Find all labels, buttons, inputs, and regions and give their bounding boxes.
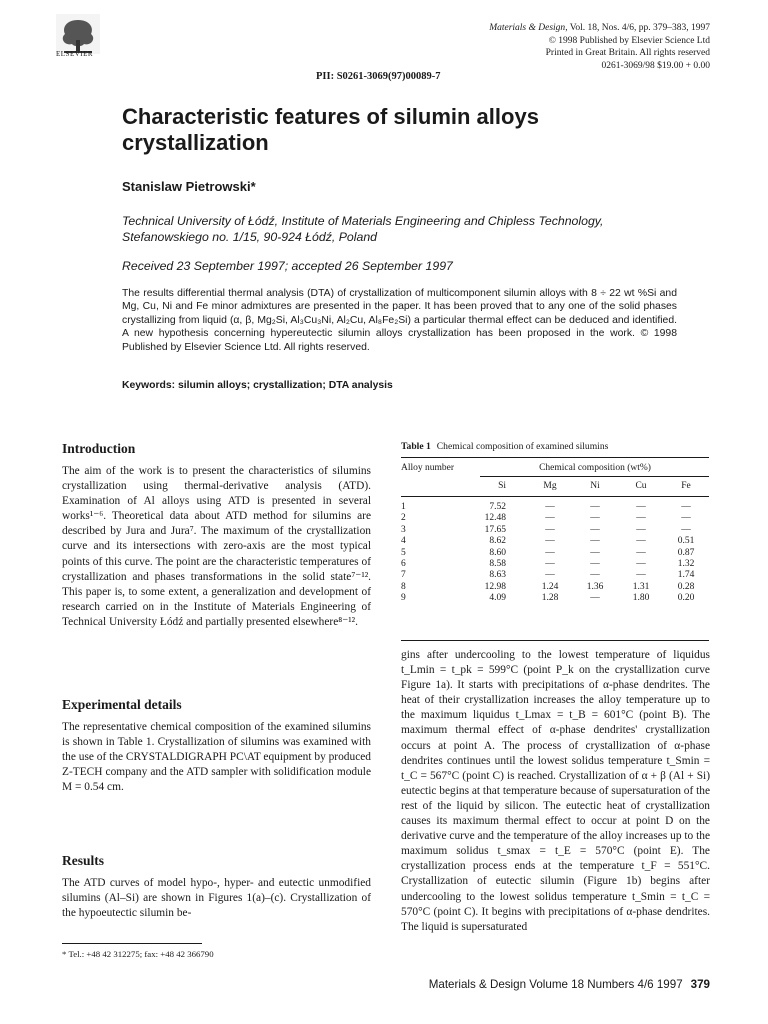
publisher-name: ELSEVIER xyxy=(56,50,94,58)
table-cell: 8.62 xyxy=(489,536,506,547)
table-cell: — xyxy=(636,559,646,569)
journal-volume-pages: , Vol. 18, Nos. 4/6, pp. 379–383, 1997 xyxy=(565,23,710,33)
table-cell: 1.31 xyxy=(632,581,650,592)
table-row-number: 3 xyxy=(401,524,406,535)
table-cell: 8.58 xyxy=(489,559,506,569)
table-top-rule xyxy=(401,457,709,458)
table-cell: 0.20 xyxy=(677,593,695,604)
table-cell: 8.63 xyxy=(489,570,506,581)
table-cell: 12.98 xyxy=(484,581,506,592)
experimental-text: The representative chemical composition of the examined silumins is shown in Table 1. Crystallization of silumins was examined with the use of the CRYSTALDIGRAPH PC\AT equipment by produced Z-TECH company and the ATD sampler with solidification module M = 0.54 cm. xyxy=(62,721,371,794)
table-row-number: 8 xyxy=(401,581,406,592)
table-cell: — xyxy=(545,547,555,558)
table-header-group: Chemical composition (wt%) xyxy=(539,463,651,473)
affiliation: Technical University of Łódź, Institute of Materials Engineering and Chipless Technology, Stefanowskiego no. 1/15, 90-924 Łódź, Poland xyxy=(122,214,604,244)
table-cell: — xyxy=(590,570,600,581)
table-cell: — xyxy=(545,524,555,535)
table-cell: — xyxy=(545,570,555,581)
table-row-number: 7 xyxy=(401,570,406,581)
table-label: Table 1 xyxy=(401,441,431,452)
table-bottom-rule xyxy=(401,640,709,641)
table-cell: 17.65 xyxy=(484,524,506,535)
table-cell: — xyxy=(681,502,691,512)
table-cell: 1.74 xyxy=(677,570,695,581)
footnote-divider xyxy=(62,943,202,944)
table-row-number: 2 xyxy=(401,513,406,524)
table-cell: 1.32 xyxy=(677,559,695,569)
page-footer xyxy=(429,978,710,991)
table-cell: 8.60 xyxy=(489,547,506,558)
table-cell: 7.52 xyxy=(489,502,506,512)
results-text: The ATD curves of model hypo-, hyper- and eutectic unmodified silumins (Al–Si) are shown in Figures 1(a)–(c). Crystallization of the hypoeutectic silumin be- xyxy=(62,877,371,920)
table-cell: — xyxy=(590,513,600,524)
received-dates: Received 23 September 1997; accepted 26 September 1997 xyxy=(122,259,453,273)
table-cell: — xyxy=(636,536,646,547)
experimental-heading: Experimental details xyxy=(62,697,182,712)
results-text-continued: gins after undercooling to the lowest temperature of liquidus t_Lmin = t_pk = 599°C (point P_k on the crystallization curve Figure 1a). It starts with precipitations of α-phase dendrites. The heat of their crystallization increases the alloy temperature up to the maximum liquidus t_Lmax = t_B = 601°C (point B). The maximum thermal effect of α-phase dendrites' crystallization occurs at point A. The process of crystallization of α-phase dendrites continues until the lowest solidus temperature t_Smin = t_C = 567°C (point C) is reached. Crystallization of α + β (Al + Si) eutectic begins at that temperature because of supersaturation of the rest of the liquid by silicon. The eutectic heat of crystallization causes its maximum thermal effect to occur at point D on the derivative curve and the temperature of the alloy increases up to the maximum solidus t_smax = t_E = 570°C (point E). The crystallization process ends at the temperature t_F = 551°C. Crystallization of eutectic silumin (Figure 1b) begins after undercooling to the lowest solidus temperature t_Smin = t_C = 570°C (point C). It begins with precipitations of α-phase dendrites. The liquid is supersaturated xyxy=(401,649,710,933)
pii-identifier: PII: S0261-3069(97)00089-7 xyxy=(316,71,441,82)
table-cell: — xyxy=(636,570,646,581)
printed-line: Printed in Great Britain. All rights reserved xyxy=(545,48,710,58)
table-cell: 12.48 xyxy=(484,513,506,524)
table-caption-text: Chemical composition of examined silumins xyxy=(436,441,609,452)
table-cell: — xyxy=(636,524,646,535)
table-header-alloy: Alloy number xyxy=(401,463,455,473)
table-cell: — xyxy=(545,502,555,512)
table-col-cu: Cu xyxy=(635,481,647,491)
table-cell: 1.28 xyxy=(541,593,559,604)
table-cell: — xyxy=(590,547,600,558)
page-number: 379 xyxy=(690,978,710,991)
author-name: Stanislaw Pietrowski* xyxy=(122,179,256,194)
table-group-rule xyxy=(480,476,709,477)
table-cell: — xyxy=(590,593,600,604)
table-row-number: 4 xyxy=(401,536,406,547)
table-caption xyxy=(401,441,608,452)
author-footnote: * Tel.: +48 42 312275; fax: +48 42 366790 xyxy=(62,949,214,959)
table-col-fe: Fe xyxy=(681,481,691,491)
table-cell: 0.28 xyxy=(677,581,695,592)
issn-line: 0261-3069/98 $19.00 + 0.00 xyxy=(601,60,710,71)
abstract: The results differential thermal analysis (DTA) of crystallization of multicomponent silumin alloys with 8 ÷ 22 wt %Si and Mg, Cu, Ni and Fe minor admixtures are presented in the paper. It has been proved that to any one of the solid phases crystallizing from liquid (α, β, Mg₂Si, Al₃Cu₃Ni, Al₂Cu, Al₈Fe₂Si) a particular thermal effect can be deduced and identified. A new hypothesis concerning hypereutectic silumin alloys crystallization has been proposed in the work. © 1998 Published by Elsevier Science Ltd. All rights reserved. xyxy=(122,288,677,353)
table-row-number: 5 xyxy=(401,547,406,558)
keywords: Keywords: silumin alloys; crystallization; DTA analysis xyxy=(122,380,393,391)
introduction-heading: Introduction xyxy=(62,441,136,456)
table-row-number: 9 xyxy=(401,593,406,604)
journal-info xyxy=(489,22,710,72)
table-row-number: 1 xyxy=(401,502,406,512)
copyright-line: © 1998 Published by Elsevier Science Ltd xyxy=(548,35,710,46)
table-cell: — xyxy=(636,502,646,512)
table-cell: — xyxy=(590,536,600,547)
table-cell: — xyxy=(590,524,600,535)
table-cell: — xyxy=(681,513,691,524)
results-heading: Results xyxy=(62,853,105,868)
journal-citation xyxy=(489,22,710,35)
paper-title: Characteristic features of silumin alloys crystallization xyxy=(122,104,539,155)
table-cell: — xyxy=(545,536,555,547)
table-cell: 1.80 xyxy=(632,593,650,604)
journal-name: Materials & Design xyxy=(489,23,566,33)
table-cell: 4.09 xyxy=(489,593,506,604)
table-cell: — xyxy=(681,524,691,535)
table-col-si: Si xyxy=(498,481,506,491)
footer-journal: Materials & Design Volume 18 Numbers 4/6 1997 xyxy=(428,978,683,991)
table-cell: — xyxy=(590,559,600,569)
table-cell: — xyxy=(636,547,646,558)
table-col-ni: Ni xyxy=(590,481,600,491)
table-col-mg: Mg xyxy=(543,481,557,491)
table-cell: 0.51 xyxy=(677,536,695,547)
table-row-number: 6 xyxy=(401,559,406,569)
table-cell: 1.24 xyxy=(541,581,559,592)
introduction-text: The aim of the work is to present the characteristics of silumins crystallization using thermal-derivative analysis (ATD). Examination of Al alloys using ATD is presented in several works¹⁻⁶. Theoretical data about ATD method for silumins are described by Jura and Jura⁷. The maximum of the crystallization curve and its intersections with zero-axis are the most typical points of this curve. The point are the characteristic temperatures of crystallization and phases transformations in the solid state⁷⁻¹². This paper is, to some extent, a generalization and development of research carried on in the Institute of Materials Engineering of Technical University Łódź and partially presented elsewhere⁸⁻¹². xyxy=(62,465,371,628)
table-cell: — xyxy=(545,559,555,569)
table-cell: 1.36 xyxy=(586,581,604,592)
table-header-rule xyxy=(401,496,709,497)
table-cell: — xyxy=(590,502,600,512)
table-cell: — xyxy=(545,513,555,524)
table-cell: 0.87 xyxy=(677,547,695,558)
table-cell: — xyxy=(636,513,646,524)
